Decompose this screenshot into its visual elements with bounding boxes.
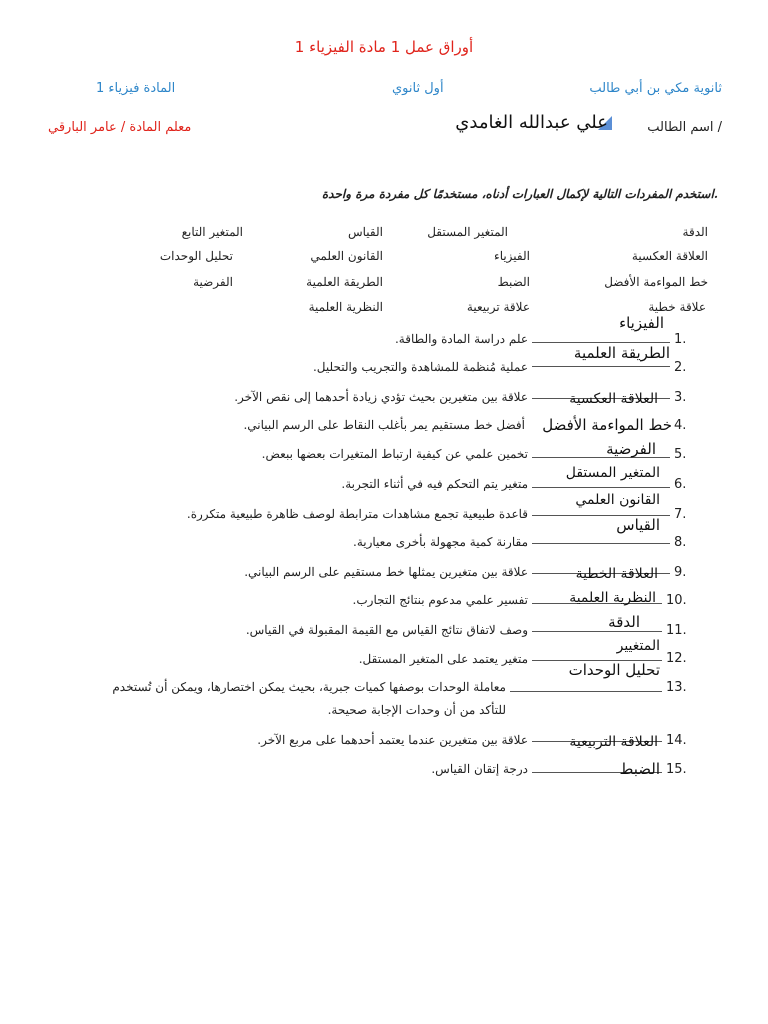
word-bank-item: علاقة تربيعية: [466, 300, 530, 314]
question-number: 6.: [674, 477, 687, 492]
question-text: للتأكد من أن وحدات الإجابة صحيحة.: [327, 703, 506, 717]
word-bank-item: القانون العلمي: [310, 249, 383, 263]
question-answer: المتغير المستقل: [565, 465, 660, 481]
question-text: متغير يعتمد على المتغير المستقل.: [358, 652, 528, 666]
question-text: علاقة بين متغيرين عندما يعتمد أحدهما على مربع الآخر.: [257, 733, 528, 747]
question-number: 5.: [674, 447, 687, 462]
word-bank-item: خط المواءمة الأفضل: [604, 275, 708, 289]
answer-line: [532, 342, 670, 343]
question-text: أفضل خط مستقيم يمر بأغلب النقاط على الرسم البياني.: [243, 418, 525, 432]
question-text: علم دراسة المادة والطاقة.: [394, 332, 528, 346]
question-text: وصف لاتفاق نتائج القياس مع القيمة المقبولة في القياس.: [245, 623, 528, 637]
question-text: معاملة الوحدات بوصفها كميات جبرية، بحيث يمكن اختصارها، ويمكن أن تُستخدم: [112, 680, 506, 694]
question-text: علاقة بين متغيرين بحيث تؤدي زيادة أحدهما إلى نقص الآخر.: [234, 390, 528, 404]
question-answer: الضبط: [619, 760, 660, 778]
question-answer: الدقة: [608, 613, 640, 631]
word-bank-item: المتغير التابع: [181, 225, 243, 239]
question-answer: القياس: [616, 516, 660, 534]
word-bank-item: علاقة خطية: [648, 300, 706, 314]
answer-line: [532, 487, 670, 488]
question-number: 10.: [666, 593, 687, 608]
grade-label: أول ثانوي: [392, 81, 444, 96]
question-answer: المتغيير: [616, 638, 660, 654]
question-text: عملية مُنظمة للمشاهدة والتجريب والتحليل.: [312, 360, 528, 374]
word-bank-item: الفرضية: [193, 275, 233, 289]
question-answer: العلاقة الخطية: [575, 566, 658, 582]
word-bank-item: الدقة: [682, 225, 708, 239]
answer-line: [510, 691, 662, 692]
question-answer: العلاقة العكسية: [569, 391, 658, 407]
question-answer: الفرضية: [606, 440, 656, 458]
question-text: تفسير علمي مدعوم بنتائج التجارب.: [352, 593, 528, 607]
question-text: تخمين علمي عن كيفية ارتباط المتغيرات بعضها ببعض.: [261, 447, 528, 461]
question-number: 12.: [666, 651, 687, 666]
instructions: استخدم المفردات التالية لإكمال العبارات أدناه، مستخدمًا كل مفردة مرة واحدة.: [321, 187, 718, 201]
word-bank-item: الضبط: [497, 275, 530, 289]
question-number: 2.: [674, 360, 687, 375]
answer-line: [532, 543, 670, 544]
word-bank-item: المتغير المستقل: [427, 225, 508, 239]
word-bank-item: العلاقة العكسية: [631, 249, 708, 263]
question-text: قاعدة طبيعية تجمع مشاهدات مترابطة لوصف ظاهرة طبيعية متكررة.: [186, 507, 528, 521]
question-number: 1.: [674, 332, 687, 347]
question-text: مقارنة كمية مجهولة بأخرى معيارية.: [353, 535, 528, 549]
student-name-label: اسم الطالب /: [647, 120, 722, 135]
question-number: 9.: [674, 565, 687, 580]
question-answer: الطريقة العلمية: [573, 344, 670, 362]
answer-line: [532, 366, 670, 367]
question-number: 11.: [666, 623, 687, 638]
question-number: 4.: [674, 418, 687, 433]
school-name: ثانوية مكي بن أبي طالب: [589, 81, 722, 96]
word-bank-item: النظرية العلمية: [308, 300, 383, 314]
question-answer: القانون العلمي: [575, 492, 660, 508]
question-number: 3.: [674, 390, 687, 405]
question-number: 7.: [674, 507, 687, 522]
answer-line: [532, 631, 662, 632]
teacher-name: معلم المادة / عامر البارقي: [48, 120, 192, 135]
question-answer: النظرية العلمية: [569, 590, 656, 606]
question-answer: العلاقة التربيعية: [569, 734, 658, 750]
question-text: درجة إتقان القياس.: [431, 762, 528, 776]
question-number: 15.: [666, 762, 687, 777]
question-number: 13.: [666, 680, 687, 695]
subject-label: المادة فيزياء 1: [96, 81, 176, 96]
word-bank-item: تحليل الوحدات: [159, 249, 233, 263]
question-number: 8.: [674, 535, 687, 550]
question-answer: تحليل الوحدات: [568, 661, 660, 679]
student-name: علي عبدالله الغامدي: [455, 112, 608, 133]
question-text: علاقة بين متغيرين يمثلها خط مستقيم على الرسم البياني.: [244, 565, 528, 579]
question-number: 14.: [666, 733, 687, 748]
word-bank-item: الطريقة العلمية: [306, 275, 383, 289]
word-bank-item: الفيزياء: [494, 249, 530, 263]
question-answer: الفيزياء: [619, 314, 664, 332]
question-answer: خط المواءمة الأفضل: [542, 416, 672, 434]
word-bank-item: القياس: [348, 225, 383, 239]
worksheet-title: أوراق عمل 1 مادة الفيزياء 1: [294, 38, 474, 56]
question-text: متغير يتم التحكم فيه في أثناء التجربة.: [341, 477, 528, 491]
